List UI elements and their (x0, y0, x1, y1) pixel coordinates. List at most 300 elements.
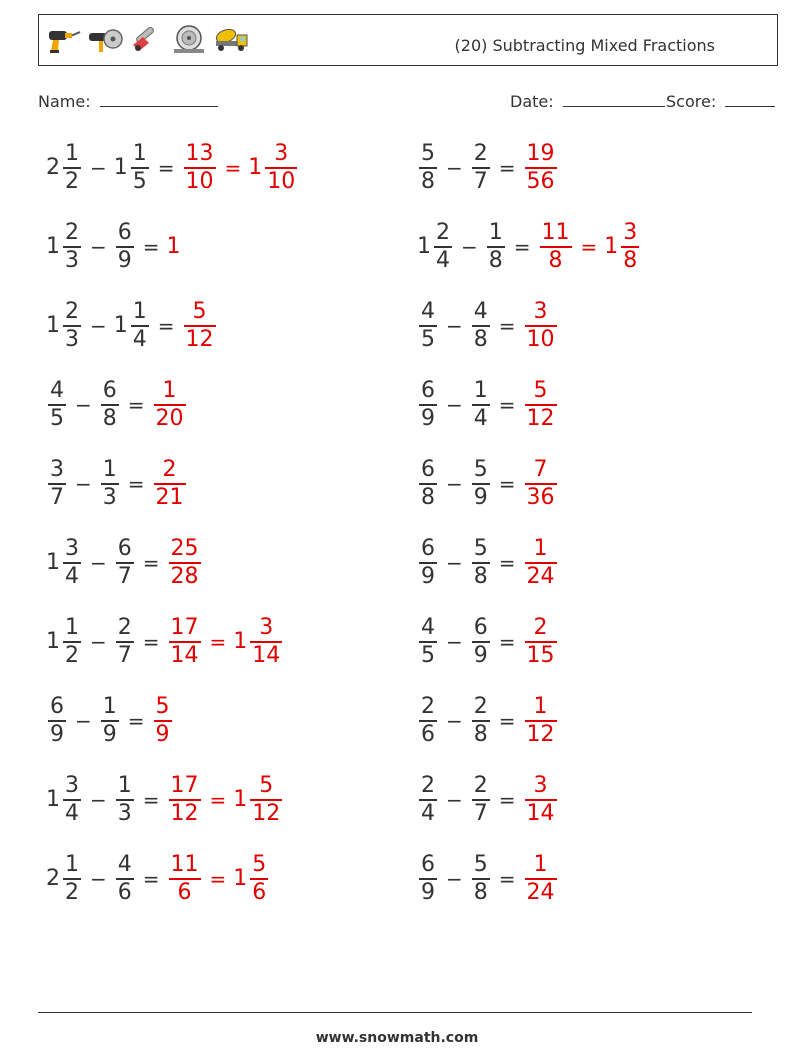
minuend-fraction (419, 299, 437, 353)
minus-sign: − (446, 550, 463, 575)
equals-sign: = (498, 550, 516, 575)
problem-4 (417, 220, 641, 274)
date-blank[interactable] (563, 92, 665, 107)
answer-numerator: 1 (533, 536, 548, 561)
answer-denominator: 21 (155, 484, 184, 510)
subtrahend-denominator: 8 (488, 247, 503, 273)
problem-10 (417, 457, 559, 511)
name-blank[interactable] (100, 92, 218, 107)
subtrahend-whole: 1 (113, 154, 128, 180)
answer-mixed-fraction (621, 220, 639, 274)
minus-sign: − (446, 629, 463, 654)
answer-mixed-numerator: 3 (623, 220, 638, 245)
minuend-numerator: 6 (421, 852, 435, 877)
worksheet-header (38, 14, 778, 66)
minuend-whole: 1 (46, 628, 60, 654)
answer-denominator: 6 (177, 879, 192, 905)
answer-numerator: 5 (533, 378, 548, 403)
equals-sign: = (157, 155, 175, 180)
answer (523, 378, 559, 432)
answer (166, 233, 182, 259)
subtrahend-numerator: 4 (473, 299, 488, 324)
equals-sign: = (513, 234, 531, 259)
subtrahend-denominator: 8 (102, 405, 117, 431)
answer-denominator: 36 (526, 484, 555, 510)
answer-mixed-fraction (250, 615, 282, 669)
problem-13 (46, 615, 284, 669)
answer-mixed-fraction (265, 141, 297, 195)
answer-numerator: 2 (162, 457, 177, 482)
minuend-numerator: 2 (421, 773, 435, 798)
subtrahend-denominator: 9 (117, 247, 132, 273)
subtrahend-fraction (101, 457, 119, 511)
minuend-numerator: 6 (421, 378, 435, 403)
minuend-numerator: 4 (421, 615, 435, 640)
subtrahend-denominator: 8 (473, 326, 488, 352)
answer-whole: 1 (166, 233, 181, 259)
minuend-whole: 1 (46, 549, 60, 575)
answer (523, 615, 559, 669)
answer-denominator: 9 (155, 721, 170, 747)
answer-fraction (540, 220, 572, 274)
minus-sign: − (90, 313, 107, 338)
equals-sign: = (498, 629, 516, 654)
answer-numerator: 5 (192, 299, 207, 324)
answer-fraction (525, 615, 557, 669)
subtrahend-fraction (472, 299, 490, 353)
minuend-denominator: 4 (65, 563, 79, 589)
answer-fraction (169, 536, 201, 590)
cement-truck-icon (213, 23, 249, 55)
equals-sign: = (498, 155, 516, 180)
problem-9 (46, 457, 188, 511)
subtrahend-fraction (472, 141, 490, 195)
equals-sign: = (142, 234, 160, 259)
subtrahend-numerator: 5 (473, 536, 488, 561)
minuend-numerator: 2 (65, 299, 79, 324)
equals-sign: = (209, 787, 227, 812)
answer (523, 852, 559, 906)
answer-mixed-whole: 1 (604, 233, 619, 259)
answer-denominator: 20 (155, 405, 184, 431)
equals-sign: = (209, 629, 227, 654)
answer-numerator: 17 (170, 615, 199, 640)
problem-6 (417, 299, 559, 353)
subtrahend-fraction (116, 852, 134, 906)
minuend-denominator: 8 (421, 168, 435, 194)
answer-numerator: 11 (541, 220, 570, 245)
answer (167, 852, 271, 906)
equals-sign: = (142, 550, 160, 575)
answer-fraction (525, 299, 557, 353)
minuend-denominator: 4 (65, 800, 79, 826)
subtrahend-denominator: 4 (132, 326, 147, 352)
date-label: Date: (510, 92, 554, 111)
answer-numerator: 2 (533, 615, 548, 640)
minus-sign: − (446, 392, 463, 417)
problem-5 (46, 299, 218, 353)
problem-17 (46, 773, 284, 827)
minuend-fraction (419, 694, 437, 748)
equals-sign: = (498, 787, 516, 812)
answer-fraction (525, 378, 557, 432)
answer (152, 378, 188, 432)
minuend-denominator: 2 (65, 168, 79, 194)
subtrahend-denominator: 7 (117, 642, 132, 668)
minuend-numerator: 4 (50, 378, 64, 403)
minuend-numerator: 4 (421, 299, 435, 324)
minuend-denominator: 4 (421, 800, 435, 826)
minuend-whole: 1 (417, 233, 431, 259)
equals-sign: = (209, 866, 227, 891)
subtrahend-denominator: 8 (473, 879, 488, 905)
answer (523, 141, 559, 195)
answer-mixed-fraction (250, 773, 282, 827)
minus-sign: − (75, 471, 92, 496)
minus-sign: − (90, 866, 107, 891)
answer-denominator: 15 (526, 642, 555, 668)
answer-numerator: 7 (533, 457, 548, 482)
answer-mixed-whole: 1 (233, 628, 248, 654)
answer (538, 220, 642, 274)
subtrahend-numerator: 1 (132, 141, 147, 166)
minuend-fraction (419, 773, 437, 827)
minuend-fraction (48, 694, 66, 748)
minuend-whole: 1 (46, 786, 60, 812)
minus-sign: − (90, 629, 107, 654)
answer-fraction (169, 852, 201, 906)
answer-fraction (184, 299, 216, 353)
minuend-whole: 2 (46, 154, 60, 180)
circular-saw-blade-icon (171, 23, 207, 55)
answer-denominator: 24 (526, 879, 555, 905)
answer-fraction (154, 457, 186, 511)
subtrahend-denominator: 9 (102, 721, 117, 747)
minuend-numerator: 5 (421, 141, 435, 166)
answer-mixed-whole: 1 (233, 865, 248, 891)
answer (523, 536, 559, 590)
equals-sign: = (498, 392, 516, 417)
answer-numerator: 1 (533, 694, 548, 719)
answer-denominator: 14 (170, 642, 199, 668)
subtrahend-denominator: 8 (473, 563, 488, 589)
problem-11 (46, 536, 203, 590)
equals-sign: = (142, 866, 160, 891)
subtrahend-denominator: 9 (473, 642, 488, 668)
minuend-fraction (63, 852, 81, 906)
subtrahend-numerator: 6 (102, 378, 117, 403)
subtrahend-numerator: 6 (473, 615, 488, 640)
minuend-fraction (419, 852, 437, 906)
answer-mixed-denominator: 8 (623, 247, 638, 273)
minus-sign: − (446, 708, 463, 733)
answer (523, 299, 559, 353)
subtrahend-numerator: 5 (473, 852, 488, 877)
footer-divider (38, 1012, 752, 1013)
minus-sign: − (75, 392, 92, 417)
answer-mixed-fraction (250, 852, 268, 906)
subtrahend-fraction (101, 378, 119, 432)
subtrahend-fraction (116, 220, 134, 274)
equals-sign: = (127, 471, 145, 496)
answer-mixed-numerator: 5 (252, 852, 267, 877)
answer-numerator: 3 (533, 773, 548, 798)
subtrahend-fraction (131, 299, 149, 353)
answer-denominator: 12 (526, 405, 555, 431)
minuend-fraction (63, 141, 81, 195)
answer (523, 694, 559, 748)
minuend-denominator: 3 (65, 326, 79, 352)
answer-fraction (154, 378, 186, 432)
minuend-fraction (419, 536, 437, 590)
minuend-fraction (419, 615, 437, 669)
answer-denominator: 28 (170, 563, 199, 589)
answer-numerator: 5 (155, 694, 170, 719)
minuend-denominator: 7 (50, 484, 64, 510)
equals-sign: = (498, 708, 516, 733)
footer-url: www.snowmath.com (315, 1030, 479, 1046)
answer-denominator: 8 (548, 247, 563, 273)
answer-denominator: 24 (526, 563, 555, 589)
minuend-denominator: 9 (421, 563, 435, 589)
minuend-fraction (48, 378, 66, 432)
subtrahend-denominator: 9 (473, 484, 488, 510)
answer-mixed-denominator: 14 (252, 642, 281, 668)
minus-sign: − (446, 313, 463, 338)
problem-20 (417, 852, 559, 906)
answer-denominator: 10 (185, 168, 214, 194)
minuend-denominator: 2 (65, 642, 79, 668)
minuend-fraction (63, 220, 81, 274)
minuend-denominator: 2 (65, 879, 79, 905)
answer-fraction (154, 694, 172, 748)
drill-icon (45, 23, 81, 55)
subtrahend-fraction (101, 694, 119, 748)
answer-mixed-numerator: 3 (274, 141, 289, 166)
subtrahend-denominator: 5 (132, 168, 147, 194)
minuend-numerator: 1 (65, 141, 79, 166)
subtrahend-numerator: 4 (117, 852, 132, 877)
minuend-denominator: 9 (421, 405, 435, 431)
subtrahend-fraction (472, 457, 490, 511)
answer-numerator: 19 (526, 141, 555, 166)
problem-3 (46, 220, 182, 274)
minus-sign: − (90, 234, 107, 259)
answer (152, 694, 174, 748)
score-label: Score: (666, 92, 717, 111)
minuend-denominator: 8 (421, 484, 435, 510)
subtrahend-numerator: 1 (117, 773, 132, 798)
minus-sign: − (446, 866, 463, 891)
subtrahend-whole: 1 (113, 312, 128, 338)
minus-sign: − (90, 550, 107, 575)
name-label: Name: (38, 92, 91, 111)
equals-sign: = (580, 234, 598, 259)
answer-denominator: 56 (526, 168, 555, 194)
problem-14 (417, 615, 559, 669)
answer (523, 773, 559, 827)
subtrahend-denominator: 7 (117, 563, 132, 589)
minuend-numerator: 6 (421, 536, 435, 561)
minuend-numerator: 3 (50, 457, 64, 482)
answer-mixed-numerator: 5 (259, 773, 274, 798)
answer-mixed-whole: 1 (248, 154, 263, 180)
answer-fraction (525, 694, 557, 748)
answer-mixed-whole: 1 (233, 786, 248, 812)
answer-fraction (525, 536, 557, 590)
answer (152, 457, 188, 511)
minuend-fraction (63, 773, 81, 827)
answer (167, 536, 203, 590)
problem-12 (417, 536, 559, 590)
minus-sign: − (90, 155, 107, 180)
answer-mixed-numerator: 3 (259, 615, 274, 640)
answer-denominator: 12 (526, 721, 555, 747)
subtrahend-numerator: 1 (132, 299, 147, 324)
answer-numerator: 3 (533, 299, 548, 324)
problem-7 (46, 378, 188, 432)
subtrahend-fraction (116, 773, 134, 827)
subtrahend-fraction (472, 852, 490, 906)
minus-sign: − (446, 471, 463, 496)
minuend-denominator: 4 (436, 247, 450, 273)
score-blank[interactable] (725, 92, 775, 107)
minuend-numerator: 2 (421, 694, 435, 719)
minuend-denominator: 6 (421, 721, 435, 747)
minuend-numerator: 3 (65, 536, 79, 561)
minuend-denominator: 5 (421, 326, 435, 352)
subtrahend-numerator: 1 (473, 378, 488, 403)
minuend-whole: 2 (46, 865, 60, 891)
answer-fraction (525, 773, 557, 827)
minuend-fraction (63, 615, 81, 669)
equals-sign: = (127, 392, 145, 417)
subtrahend-numerator: 1 (102, 457, 117, 482)
answer-mixed-denominator: 6 (252, 879, 267, 905)
subtrahend-fraction (116, 536, 134, 590)
problem-2 (417, 141, 559, 195)
answer-fraction (525, 852, 557, 906)
minus-sign: − (461, 234, 478, 259)
subtrahend-numerator: 2 (473, 141, 488, 166)
minuend-fraction (434, 220, 452, 274)
answer (167, 773, 285, 827)
score-field[interactable] (666, 92, 775, 111)
minuend-fraction (63, 536, 81, 590)
subtrahend-fraction (472, 773, 490, 827)
answer-numerator: 11 (170, 852, 199, 877)
problem-16 (417, 694, 559, 748)
subtrahend-numerator: 1 (488, 220, 503, 245)
minuend-fraction (63, 299, 81, 353)
minus-sign: − (446, 787, 463, 812)
subtrahend-fraction (487, 220, 505, 274)
answer-fraction (184, 141, 216, 195)
answer-mixed-denominator: 12 (252, 800, 281, 826)
header-icons (45, 23, 249, 55)
answer-numerator: 13 (185, 141, 214, 166)
answer-denominator: 10 (526, 326, 555, 352)
minus-sign: − (90, 787, 107, 812)
minuend-numerator: 3 (65, 773, 79, 798)
problem-1 (46, 141, 299, 195)
minuend-fraction (419, 378, 437, 432)
answer-fraction (169, 615, 201, 669)
answer-denominator: 12 (185, 326, 214, 352)
subtrahend-fraction (472, 536, 490, 590)
answer-denominator: 12 (170, 800, 199, 826)
equals-sign: = (127, 708, 145, 733)
minuend-denominator: 9 (50, 721, 64, 747)
equals-sign: = (498, 866, 516, 891)
equals-sign: = (498, 313, 516, 338)
subtrahend-numerator: 2 (117, 615, 132, 640)
minuend-fraction (48, 457, 66, 511)
angle-grinder-icon (87, 23, 123, 55)
equals-sign: = (498, 471, 516, 496)
subtrahend-fraction (472, 694, 490, 748)
minuend-whole: 1 (46, 233, 60, 259)
answer-numerator: 1 (533, 852, 548, 877)
answer (167, 615, 285, 669)
subtrahend-denominator: 8 (473, 721, 488, 747)
subtrahend-numerator: 2 (473, 773, 488, 798)
problem-19 (46, 852, 270, 906)
subtrahend-denominator: 6 (117, 879, 132, 905)
minuend-numerator: 6 (421, 457, 435, 482)
subtrahend-numerator: 5 (473, 457, 488, 482)
answer-numerator: 17 (170, 773, 199, 798)
subtrahend-denominator: 7 (473, 168, 488, 194)
problem-18 (417, 773, 559, 827)
minuend-denominator: 5 (50, 405, 64, 431)
subtrahend-fraction (472, 378, 490, 432)
answer-numerator: 25 (170, 536, 199, 561)
chainsaw-icon (129, 23, 165, 55)
subtrahend-fraction (472, 615, 490, 669)
equals-sign: = (142, 787, 160, 812)
subtrahend-denominator: 7 (473, 800, 488, 826)
answer-fraction (169, 773, 201, 827)
minus-sign: − (446, 155, 463, 180)
problem-8 (417, 378, 559, 432)
answer (182, 299, 218, 353)
subtrahend-fraction (131, 141, 149, 195)
answer-mixed-denominator: 10 (267, 168, 296, 194)
answer-fraction (525, 141, 557, 195)
minuend-numerator: 1 (65, 852, 79, 877)
equals-sign: = (142, 629, 160, 654)
subtrahend-numerator: 2 (473, 694, 488, 719)
equals-sign: = (157, 313, 175, 338)
problem-15 (46, 694, 174, 748)
minuend-fraction (419, 457, 437, 511)
minus-sign: − (75, 708, 92, 733)
answer-fraction (525, 457, 557, 511)
answer-numerator: 1 (162, 378, 177, 403)
name-field[interactable] (38, 92, 218, 111)
minuend-numerator: 2 (65, 220, 79, 245)
date-field[interactable] (510, 92, 665, 111)
subtrahend-numerator: 6 (117, 220, 132, 245)
answer-denominator: 14 (526, 800, 555, 826)
subtrahend-denominator: 3 (102, 484, 117, 510)
minuend-denominator: 3 (65, 247, 79, 273)
minuend-whole: 1 (46, 312, 60, 338)
minuend-denominator: 5 (421, 642, 435, 668)
minuend-denominator: 9 (421, 879, 435, 905)
subtrahend-numerator: 1 (102, 694, 117, 719)
